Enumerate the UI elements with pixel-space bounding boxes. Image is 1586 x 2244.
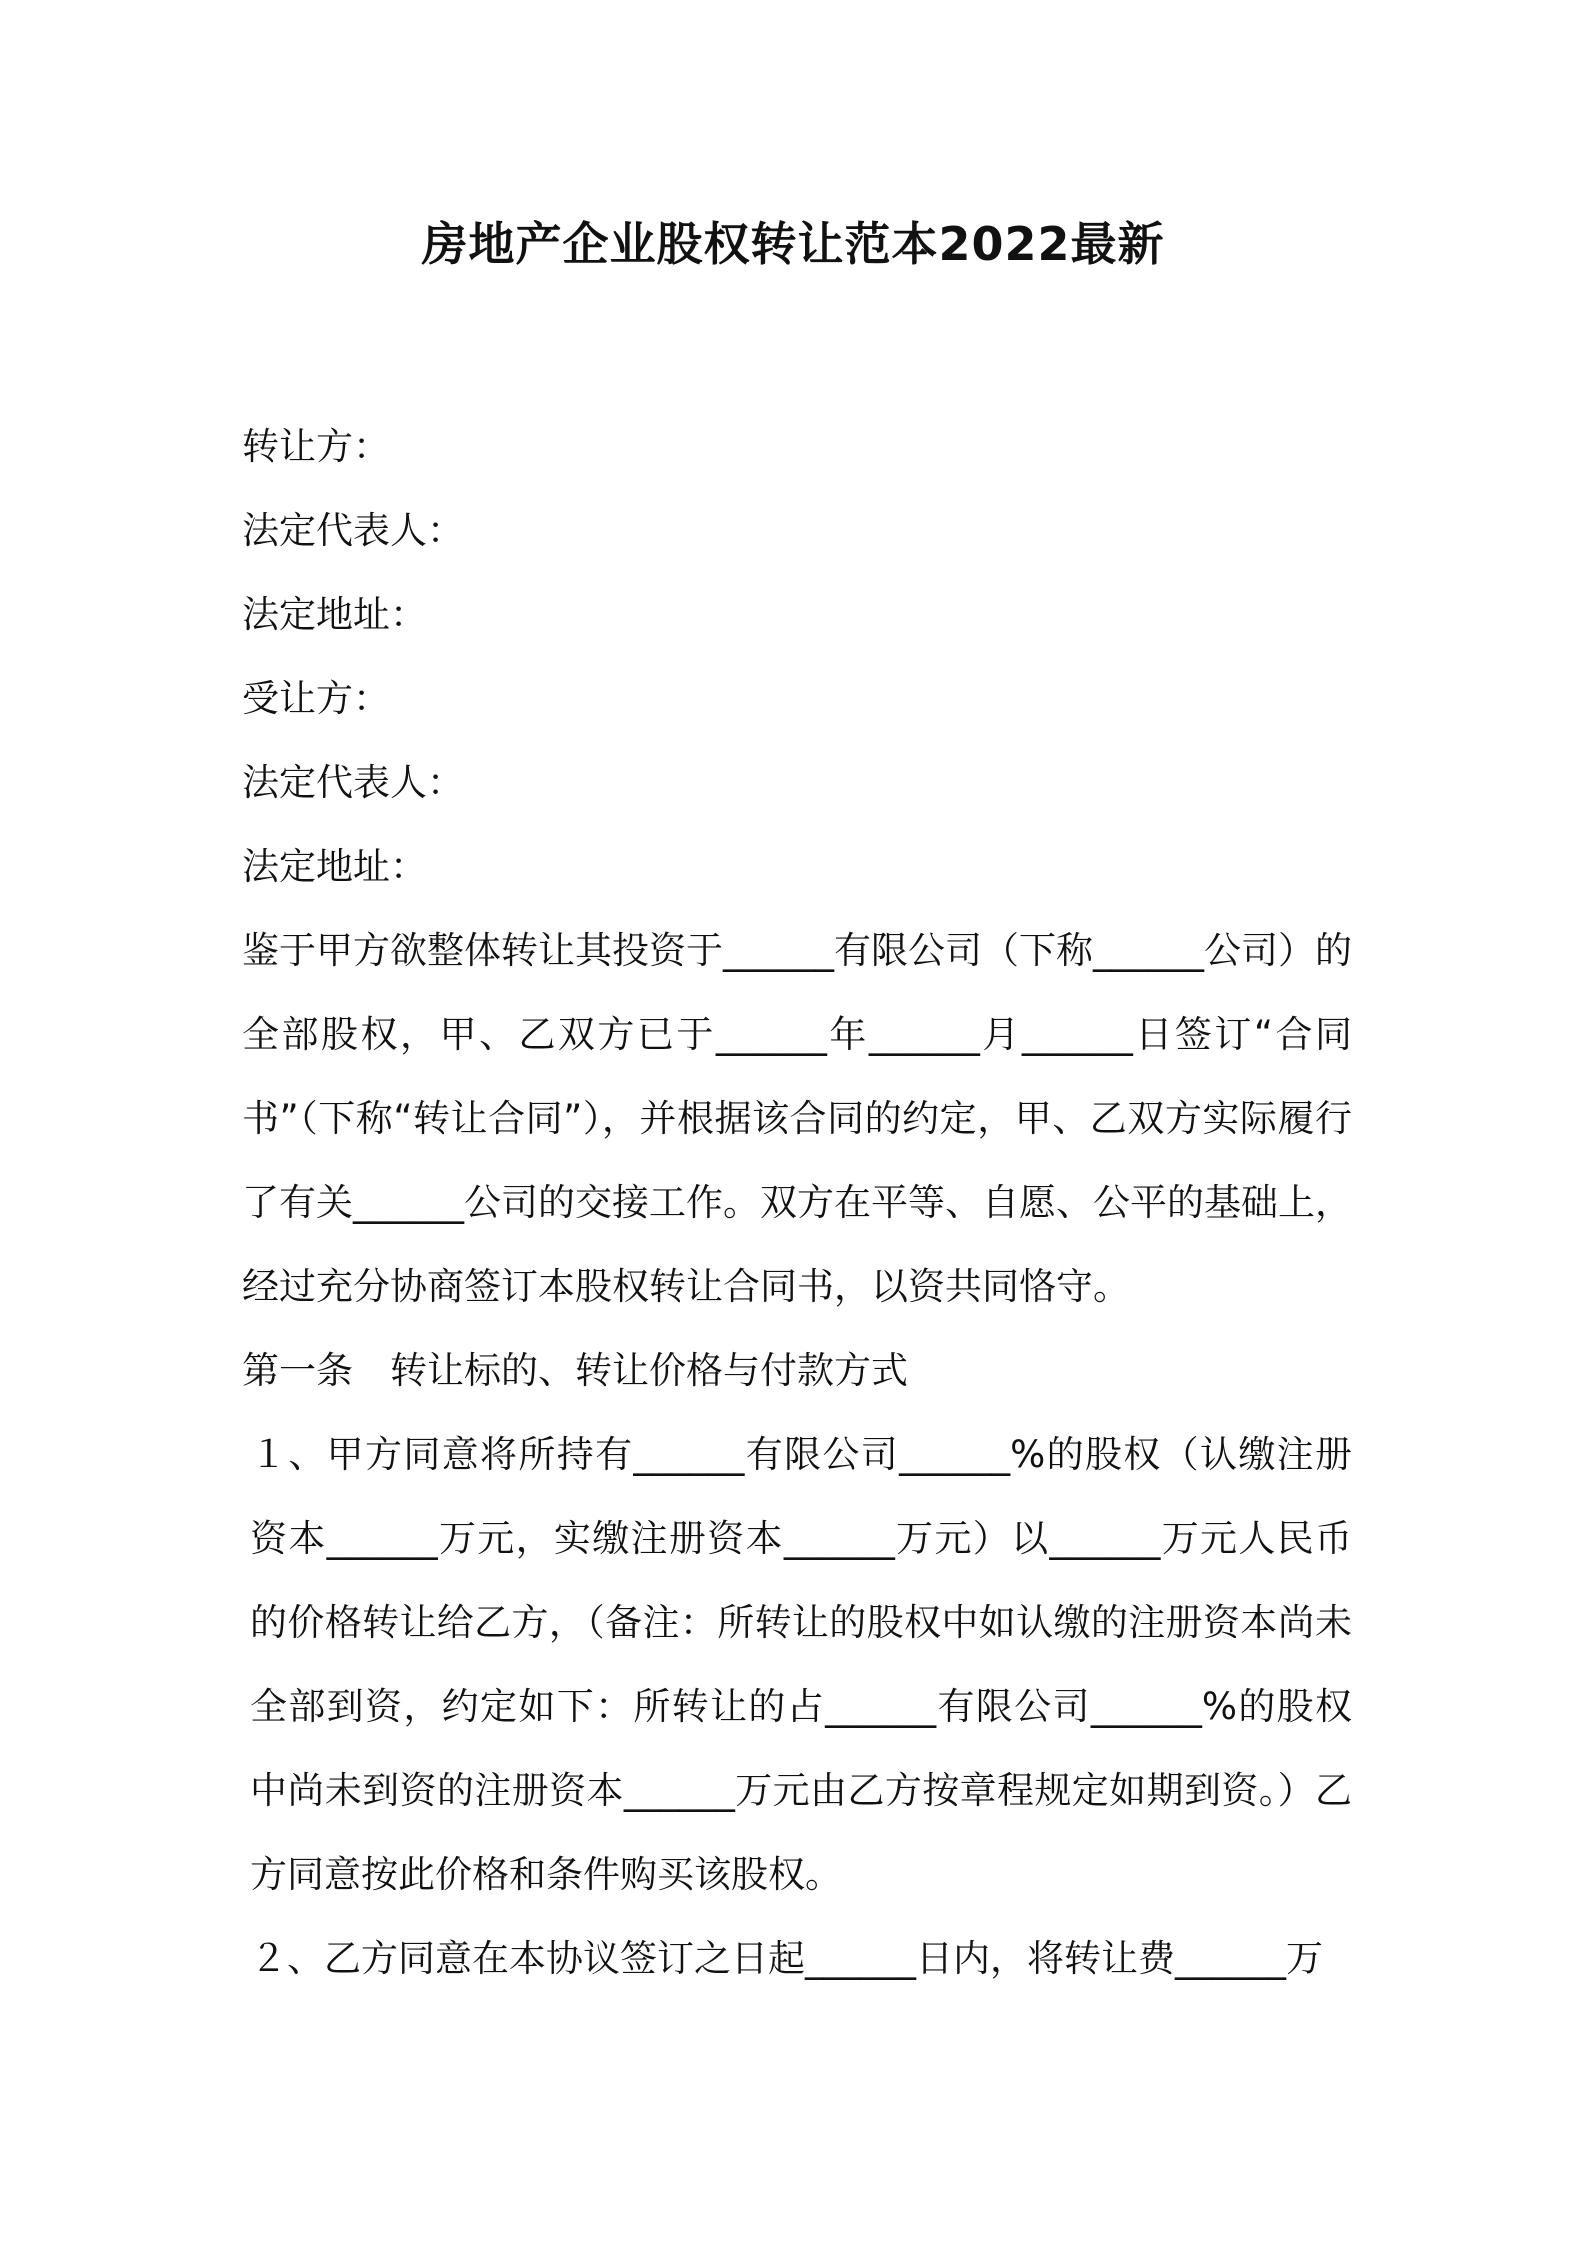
clause-2-paragraph: ２、乙方同意在本协议签订之日起______日内，将转让费______万 (250, 1937, 1323, 1980)
clause-1-paragraph: １、甲方同意将所持有______有限公司______%的股权（认缴注册资本______万元，实缴注册资本______万元）以______万元人民币的价格转让给乙方，（备注：所转让的股权中如认缴的注册资本尚未全部到资，约定如下：所转让的占______有限公司______%的股权中尚未到资的注册资本______万元由乙方按章程规定如期到资。）乙方同意按此价格和条件购买该股权。 (250, 1433, 1352, 1896)
party-transferor-address: 法定地址： (242, 593, 427, 636)
preamble-paragraph: 鉴于甲方欲整体转让其投资于______有限公司（下称______公司）的全部股权，甲、乙双方已于______年______月______日签订“合同书”（下称“转让合同”），并根据该合同的约定，甲、乙双方实际履行了有关______公司的交接工作。双方在平等、自愿、公平的基础上，经过充分协商签订本股权转让合同书，以资共同恪守。 (242, 929, 1352, 1308)
party-transferor-legal-rep: 法定代表人： (242, 509, 464, 552)
party-transferee-legal-rep: 法定代表人： (242, 761, 464, 804)
article-1-heading: 第一条 转让标的、转让价格与付款方式 (242, 1349, 908, 1392)
party-transferee: 受让方： (242, 677, 390, 720)
document-body (242, 405, 1352, 2001)
party-transferee-address: 法定地址： (242, 845, 427, 888)
document-title: 房地产企业股权转让范本2022最新 (421, 217, 1165, 271)
party-transferor: 转让方： (242, 425, 390, 468)
